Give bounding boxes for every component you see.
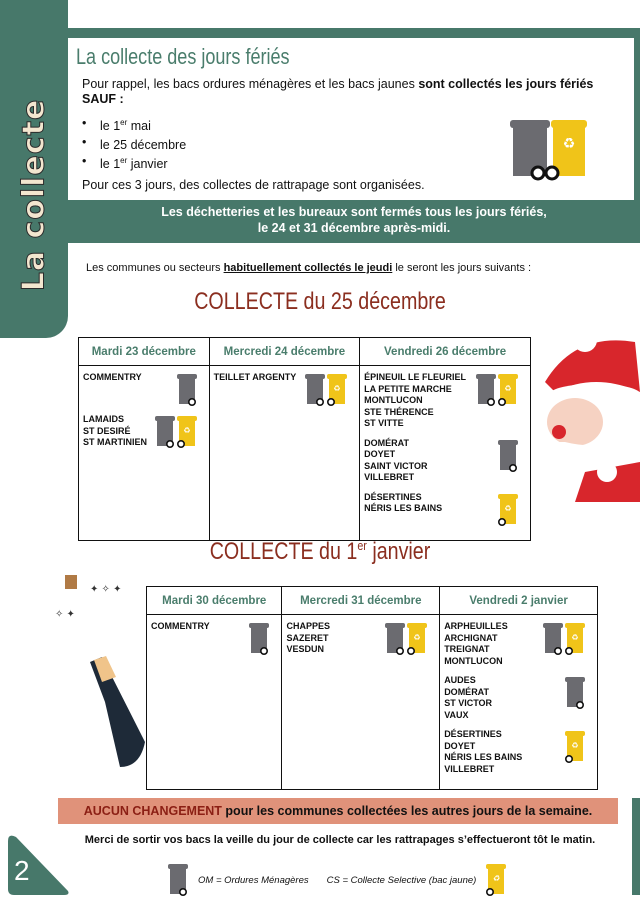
om-bin-icon (168, 862, 188, 899)
commune-group (444, 621, 593, 667)
commune-names (286, 621, 330, 656)
commune-name: ARPHEUILLES (444, 621, 508, 631)
santa-illustration (525, 322, 640, 502)
day-header: Mercredi 24 décembre (209, 338, 359, 366)
commune-name: CHAPPES (286, 621, 330, 631)
svg-text:✧ ✦: ✧ ✦ (55, 609, 75, 620)
om-bin-icon (476, 372, 496, 406)
svg-text:♻: ♻ (492, 874, 500, 883)
commune-group (286, 621, 435, 656)
no-change-banner (58, 798, 618, 824)
commune-name: SAINT VICTOR (364, 460, 428, 471)
svg-text:♻: ♻ (562, 136, 576, 152)
commune-name: ARCHIGNAT (444, 632, 498, 643)
om-bin-icon (543, 621, 563, 655)
dec-schedule-table (78, 337, 531, 541)
commune-name: DÉSERTINES (444, 729, 502, 739)
cs-bin-icon (498, 372, 518, 406)
table-row (147, 615, 598, 790)
commune-group (151, 621, 277, 655)
commune-names (444, 729, 522, 775)
commune-names (364, 438, 427, 484)
svg-text:♻: ♻ (504, 384, 512, 393)
side-label: La collecte (16, 98, 52, 292)
no-change-highlight: AUCUN CHANGEMENT (83, 804, 222, 818)
commune-name: TEILLET ARGENTY (213, 372, 297, 382)
om-bin-icon (305, 372, 325, 406)
reminder-text: Merci de sortir vos bacs la veille du jour de collecte car les rattrapages s’effectueront tôt le matin. (84, 834, 596, 846)
closure-banner (68, 204, 640, 236)
svg-text:♻: ♻ (571, 633, 579, 642)
bins-illustration (508, 116, 588, 182)
commune-name: ÉPINEUIL LE FLEURIEL (364, 372, 466, 382)
bin-legend (168, 862, 506, 899)
om-bin-icon (177, 372, 197, 406)
legend-om: OM = Ordures Ménagères (198, 875, 309, 886)
commune-name: ST VICTOR (444, 698, 493, 708)
table-header-row (79, 338, 531, 366)
commune-name: AUDES (444, 675, 476, 685)
banner-line-1: Les déchetteries et les bureaux sont fermés tous les jours fériés, (161, 205, 547, 219)
commune-name: MONTLUCON (364, 395, 423, 405)
jan-schedule-table (146, 586, 598, 790)
commune-name: LAMAIDS (83, 414, 124, 424)
banner-line-2: le 24 et 31 décembre après-midi. (257, 221, 451, 235)
day-cell (209, 366, 359, 541)
commune-names (364, 492, 442, 515)
commune-name: TREIGNAT (444, 644, 490, 654)
cs-bin-icon (565, 729, 585, 763)
commune-group (214, 372, 355, 406)
legend-cs: CS = Collecte Selective (bac jaune) (326, 875, 477, 886)
cs-bin-icon (177, 414, 197, 448)
champagne-illustration (50, 572, 150, 772)
cs-bin-icon (407, 621, 427, 655)
commune-name: DOYET (364, 449, 396, 459)
holiday-item: • le 1er mai (82, 115, 602, 134)
lead-underline: habituellement collectés le jeudi (223, 262, 393, 274)
svg-text:♻: ♻ (333, 384, 341, 393)
commune-name: DÉSERTINES (364, 491, 422, 502)
commune-group (83, 414, 205, 449)
table-row (79, 366, 531, 541)
commune-name: ST MARTINIEN (83, 437, 147, 447)
om-bin-icon (249, 621, 269, 655)
commune-name: COMMENTRY (83, 372, 142, 382)
svg-text:♻: ♻ (183, 426, 191, 435)
day-header: Mardi 23 décembre (79, 338, 210, 366)
day-cell (360, 366, 531, 541)
commune-name: NÉRIS LES BAINS (364, 503, 443, 513)
holiday-item: • le 1er janvier (82, 153, 602, 172)
day-cell (282, 615, 440, 790)
commune-name: ST DESIRÉ (83, 425, 131, 436)
cs-bin-icon (498, 492, 518, 526)
commune-name: VAUX (444, 709, 469, 720)
day-header: Vendredi 26 décembre (360, 338, 531, 366)
jan-title: COLLECTE du 1er janvier (209, 538, 431, 565)
commune-name: SAZERET (286, 632, 329, 643)
dec-title: COLLECTE du 25 décembre (194, 288, 446, 315)
cs-bin-icon (486, 862, 506, 899)
om-bin-icon (385, 621, 405, 655)
commune-group (364, 438, 526, 484)
commune-name: COMMENTRY (151, 621, 210, 631)
day-cell (147, 615, 282, 790)
holiday-item: • le 25 décembre (82, 134, 602, 153)
lead-pre: Les communes ou secteurs (86, 262, 224, 274)
day-cell (79, 366, 210, 541)
commune-name: MONTLUCON (444, 655, 503, 666)
commune-names (444, 621, 508, 667)
svg-text:♻: ♻ (571, 741, 579, 750)
no-change-rest: pour les communes collectées les autres jours de la semaine. (221, 804, 593, 818)
om-bin-icon (565, 675, 585, 709)
svg-text:♻: ♻ (413, 633, 421, 642)
commune-names (83, 414, 147, 449)
svg-text:♻: ♻ (504, 503, 512, 513)
om-bin-icon (168, 862, 188, 896)
commune-name: STE THÉRENCE (364, 406, 434, 417)
cs-bin-icon (565, 621, 585, 655)
commune-group (444, 729, 593, 775)
commune-group (83, 372, 205, 406)
commune-name: NÉRIS LES BAINS (444, 752, 523, 762)
intro-sentence: Pour rappel, les bacs ordures ménagères et les bacs jaunes (82, 77, 419, 91)
day-header: Mardi 30 décembre (147, 587, 282, 615)
commune-names (364, 372, 466, 430)
commune-names (444, 675, 492, 721)
commune-name: VESDUN (286, 644, 324, 654)
lead-post: le seront les jours suivants : (392, 262, 532, 274)
om-bin-icon (498, 438, 518, 472)
commune-names (151, 621, 210, 633)
commune-name: ST VITTE (364, 418, 404, 428)
commune-name: VILLEBRET (364, 472, 415, 482)
svg-text:✦ ✧ ✦: ✦ ✧ ✦ (90, 584, 122, 595)
commune-names (214, 372, 297, 384)
commune-name: DOYET (444, 740, 476, 751)
commune-group (364, 372, 526, 430)
intro-bold: sont collectés les jours fériés SAUF : (82, 77, 594, 106)
om-bin-icon (155, 414, 175, 448)
intro-outro: Pour ces 3 jours, des collectes de rattrapage sont organisées. (82, 178, 425, 193)
commune-name: DOMÉRAT (444, 686, 490, 697)
table-header-row (147, 587, 598, 615)
right-edge-strip (632, 798, 640, 895)
commune-group (444, 675, 593, 721)
commune-name: DOMÉRAT (364, 437, 409, 448)
page-number: 2 (14, 855, 30, 886)
commune-name: VILLEBRET (444, 763, 495, 774)
lead-text (86, 262, 531, 274)
day-header: Mercredi 31 décembre (282, 587, 440, 615)
day-header: Vendredi 2 janvier (440, 587, 598, 615)
page-title: La collecte des jours fériés (76, 44, 290, 69)
commune-names (83, 372, 142, 384)
day-cell (440, 615, 598, 790)
cs-bin-icon (486, 862, 506, 896)
commune-group (364, 492, 526, 526)
cs-bin-icon (327, 372, 347, 406)
commune-name: LA PETITE MARCHE (364, 383, 452, 394)
